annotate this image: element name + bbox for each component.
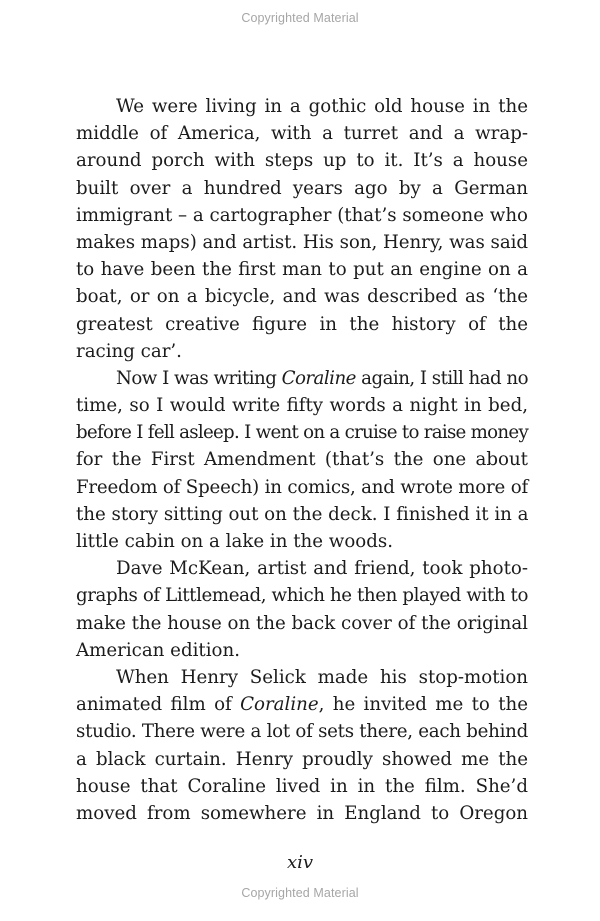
text-run: , he invited me to the bbox=[318, 694, 528, 716]
book-title-italic: Coraline bbox=[281, 367, 356, 389]
text-line: make the house on the back cover of the original bbox=[76, 612, 528, 634]
body-text bbox=[76, 93, 528, 827]
paragraph-1 bbox=[76, 93, 528, 365]
text-line: racing car’. bbox=[76, 340, 182, 362]
text-line: When Henry Selick made his stop-motion bbox=[116, 666, 528, 688]
text-line: Dave McKean, artist and friend, took photo- bbox=[116, 558, 528, 580]
text-line bbox=[76, 691, 528, 718]
paragraph-4 bbox=[76, 664, 528, 827]
text-run: animated film of bbox=[76, 694, 241, 716]
book-title-italic: Coraline bbox=[240, 694, 319, 716]
copyright-watermark-bottom: Copyrighted Material bbox=[241, 886, 359, 900]
text-line: the story sitting out on the deck. I finished it in a bbox=[76, 503, 529, 525]
text-line: greatest creative figure in the history of the bbox=[76, 313, 528, 335]
text-line: to have been the first man to put an engine on a bbox=[76, 259, 528, 281]
text-line: makes maps) and artist. His son, Henry, was said bbox=[76, 231, 529, 253]
text-line: a black curtain. Henry proudly showed me the bbox=[76, 748, 528, 770]
text-line: immigrant – a cartographer (that’s someone who bbox=[76, 204, 528, 226]
text-line: moved from somewhere in England to Oregon bbox=[76, 802, 528, 824]
text-line: We were living in a gothic old house in the bbox=[116, 96, 528, 117]
text-line: before I fell asleep. I went on a cruise to raise money bbox=[76, 422, 529, 444]
text-line: American edition. bbox=[76, 639, 240, 661]
text-line: little cabin on a lake in the woods. bbox=[76, 531, 393, 552]
text-line: middle of America, with a turret and a wrap- bbox=[76, 123, 528, 145]
text-line: house that Coraline lived in in the film. She’d bbox=[76, 775, 528, 797]
page-number: xiv bbox=[286, 852, 314, 873]
text-line: Freedom of Speech) in comics, and wrote more of bbox=[76, 476, 529, 498]
text-line: built over a hundred years ago by a German bbox=[76, 177, 528, 199]
text-line bbox=[76, 365, 528, 392]
paragraph-2 bbox=[76, 365, 528, 555]
text-run: Now I was writing bbox=[116, 367, 282, 389]
text-line: studio. There were a lot of sets there, each behind bbox=[76, 721, 529, 743]
text-run: again, I still had no bbox=[355, 367, 529, 389]
text-line: around porch with steps up to it. It’s a house bbox=[76, 150, 528, 172]
text-line: time, so I would write fifty words a night in bed, bbox=[76, 395, 528, 417]
copyright-watermark-top: Copyrighted Material bbox=[241, 11, 359, 25]
text-line: boat, or on a bicycle, and was described as ‘the bbox=[76, 286, 528, 308]
paragraph-3 bbox=[76, 555, 528, 664]
text-line: graphs of Littlemead, which he then played with to bbox=[76, 585, 528, 607]
text-line: for the First Amendment (that’s the one about bbox=[76, 449, 528, 471]
